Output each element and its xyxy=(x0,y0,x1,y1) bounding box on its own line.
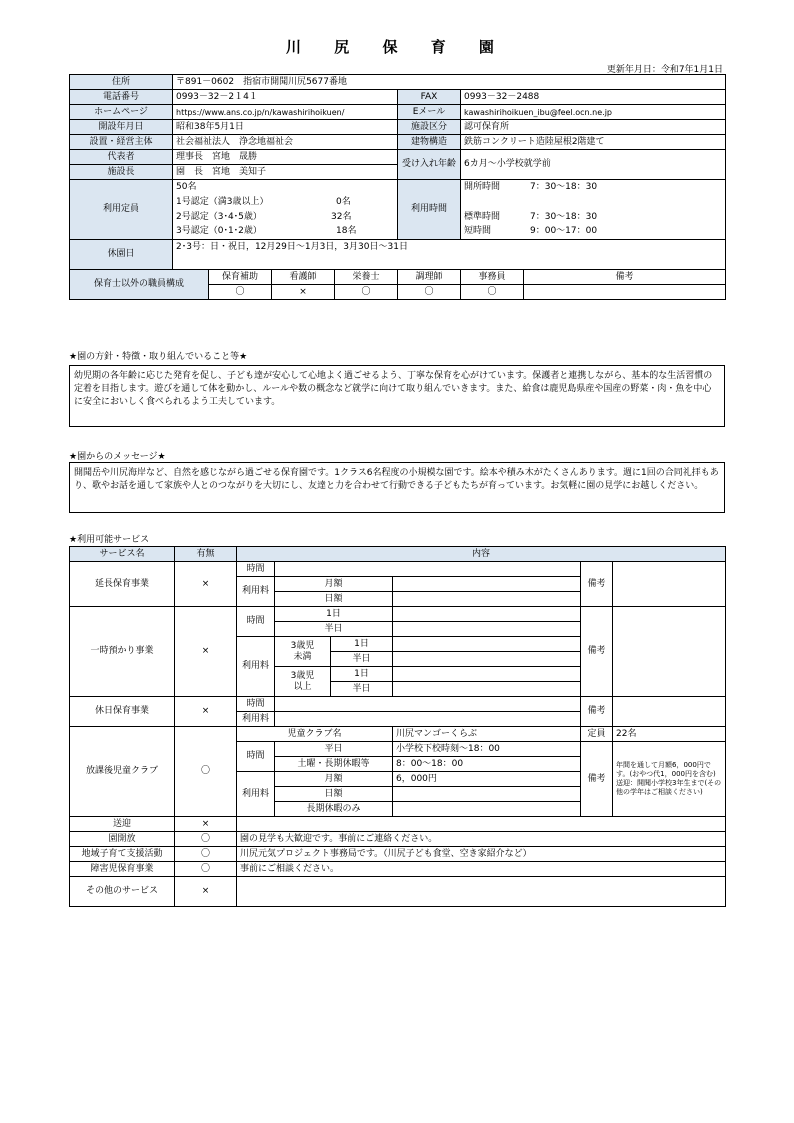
weekday-hours: 小学校下校時刻～18：00 xyxy=(393,742,581,757)
afterschool-note: 年間を通して月額6，000円です。(おやつ代1，000円を含む) 送迎：開聞小学校3年生まで(その他の学年はご相談ください) xyxy=(613,742,726,817)
policy-heading: ★園の方針・特徴・取り組んでいること等★ xyxy=(69,352,248,362)
weekend-label: 土曜・長期休暇等 xyxy=(275,757,393,772)
weekday-label: 平日 xyxy=(275,742,393,757)
service-open-house: 園開放 xyxy=(70,832,175,847)
representative-label: 代表者 xyxy=(70,150,173,165)
monthly-label: 月額 xyxy=(275,577,393,592)
capacity-type1-label: 1号認定（満3歳以上） xyxy=(176,196,269,207)
fax-label: FAX xyxy=(398,90,461,105)
services-table xyxy=(69,546,726,907)
service-transport-avail: × xyxy=(175,817,237,832)
service-disability: 障害児保育事業 xyxy=(70,862,175,877)
daily-label: 日額 xyxy=(275,592,393,607)
fax-value: 0993－32－2488 xyxy=(461,90,726,105)
open-hours xyxy=(461,180,726,195)
long-break-label: 長期休暇のみ xyxy=(275,802,393,817)
daily-label: 日額 xyxy=(275,787,393,802)
note-label: 備考 xyxy=(581,697,613,727)
email-label: Eメール xyxy=(398,105,461,120)
capacity-type2 xyxy=(173,210,398,225)
message-heading: ★園からのメッセージ★ xyxy=(69,452,166,462)
service-open-house-avail: 〇 xyxy=(175,832,237,847)
services-header-name: サービス名 xyxy=(70,547,175,562)
owner-label: 設置・経営主体 xyxy=(70,135,173,150)
service-holiday: 休日保育事業 xyxy=(70,697,175,727)
staff-value: 〇 xyxy=(335,285,398,300)
services-heading: ★利用可能サービス xyxy=(69,535,150,545)
opened-label: 開設年月日 xyxy=(70,120,173,135)
staff-value: × xyxy=(272,285,335,300)
fee-label: 利用料 xyxy=(237,772,275,817)
building-label: 建物構造 xyxy=(398,135,461,150)
under3-label: 3歳児 未満 xyxy=(275,637,331,667)
service-disability-content: 事前にご相談ください。 xyxy=(237,862,726,877)
over3-label: 3歳児 以上 xyxy=(275,667,331,697)
service-other-avail: × xyxy=(175,877,237,907)
hours-label: 利用時間 xyxy=(398,180,461,240)
staff-header: 調理師 xyxy=(398,270,461,285)
staff-header: 備考 xyxy=(524,270,726,285)
capacity-label: 利用定員 xyxy=(70,180,173,240)
club-capacity-value: 22名 xyxy=(613,727,726,742)
service-community-content: 川尻元気プロジェクト事務局です。（川尻子ども食堂、空き家紹介など） xyxy=(237,847,726,862)
weekend-hours: 8：00～18：00 xyxy=(393,757,581,772)
staff-value: 〇 xyxy=(209,285,272,300)
capacity-type3-label: 3号認定（0･1･2歳） xyxy=(176,226,262,237)
capacity-type1-value: 0名 xyxy=(336,196,351,207)
monthly-label: 月額 xyxy=(275,772,393,787)
service-afterschool: 放課後児童クラブ xyxy=(70,727,175,817)
note-label: 備考 xyxy=(581,742,613,817)
tel-label: 電話番号 xyxy=(70,90,173,105)
services-header-avail: 有無 xyxy=(175,547,237,562)
club-capacity-label: 定員 xyxy=(581,727,613,742)
closed-days-label: 休園日 xyxy=(70,240,173,270)
short-hours-label: 短時間 xyxy=(464,226,492,237)
tel-value: 0993－32－2１4１ xyxy=(173,90,398,105)
half-day-label: 半日 xyxy=(331,652,393,667)
one-day-label: 1日 xyxy=(275,607,393,622)
note-label: 備考 xyxy=(581,562,613,607)
staff-header: 保育補助 xyxy=(209,270,272,285)
director-value: 園 長 宮地 美知子 xyxy=(173,165,398,180)
standard-hours-label: 標準時間 xyxy=(464,211,501,222)
service-transport: 送迎 xyxy=(70,817,175,832)
page-title: 川 尻 保 育 園 xyxy=(286,38,508,56)
staff-header: 看護師 xyxy=(272,270,335,285)
opened-value: 昭和38年5月1日 xyxy=(173,120,398,135)
capacity-type1 xyxy=(173,195,398,210)
category-label: 施設区分 xyxy=(398,120,461,135)
standard-hours-value: 7：30～18：30 xyxy=(530,211,598,222)
capacity-type2-label: 2号認定（3･4･5歳） xyxy=(176,211,262,222)
building-value: 鉄筋コンクリート造陸屋根2階建て xyxy=(461,135,726,150)
time-label: 時間 xyxy=(237,607,275,637)
director-label: 施設長 xyxy=(70,165,173,180)
capacity-type3-value: 18名 xyxy=(336,226,357,237)
open-hours-value: 7：30～18：30 xyxy=(530,181,598,192)
capacity-total: 50名 xyxy=(173,180,398,195)
category-value: 認可保育所 xyxy=(461,120,726,135)
address-label: 住所 xyxy=(70,75,173,90)
updated-date: 更新年月日：令和7年1月1日 xyxy=(606,65,723,75)
staff-value: 〇 xyxy=(461,285,524,300)
service-other: その他のサービス xyxy=(70,877,175,907)
time-label: 時間 xyxy=(237,562,275,577)
services-header-content: 内容 xyxy=(237,547,726,562)
address-value: 〒891－0602 指宿市開聞川尻5677番地 xyxy=(173,75,726,90)
time-label: 時間 xyxy=(237,742,275,772)
afterschool-monthly-fee: 6，000円 xyxy=(393,772,581,787)
closed-days-value: 2･3号：日・祝日，12月29日～1月3日，3月30日～31日 xyxy=(173,240,726,270)
open-hours-label: 開所時間 xyxy=(464,181,501,192)
club-name-label: 児童クラブ名 xyxy=(237,727,393,742)
capacity-type2-value: 32名 xyxy=(331,211,352,222)
club-name-value: 川尻マンゴーくらぶ xyxy=(393,727,581,742)
age-label: 受け入れ年齢 xyxy=(398,150,461,180)
staff-header: 事務員 xyxy=(461,270,524,285)
short-hours-value: 9：00～17：00 xyxy=(530,226,598,237)
homepage-label: ホームページ xyxy=(70,105,173,120)
representative-value: 理事長 宮地 晟勝 xyxy=(173,150,398,165)
owner-value: 社会福祉法人 浄念地福祉会 xyxy=(173,135,398,150)
half-day-label: 半日 xyxy=(275,622,393,637)
service-community: 地域子育て支援活動 xyxy=(70,847,175,862)
standard-hours xyxy=(461,210,726,225)
service-open-house-content: 園の見学も大歓迎です。事前にご連絡ください。 xyxy=(237,832,726,847)
service-extended-avail: × xyxy=(175,562,237,607)
time-label: 時間 xyxy=(237,697,275,712)
one-day-label: 1日 xyxy=(331,667,393,682)
fee-label: 利用料 xyxy=(237,637,275,697)
note-label: 備考 xyxy=(581,607,613,697)
age-value: 6カ月～小学校就学前 xyxy=(461,150,726,180)
service-disability-avail: 〇 xyxy=(175,862,237,877)
staff-header: 栄養士 xyxy=(335,270,398,285)
service-temporary: 一時預かり事業 xyxy=(70,607,175,697)
service-afterschool-avail: 〇 xyxy=(175,727,237,817)
homepage-link[interactable]: https://www.ans.co.jp/n/kawashirihoikuen/ xyxy=(173,105,398,120)
service-community-avail: 〇 xyxy=(175,847,237,862)
fee-label: 利用料 xyxy=(237,712,275,727)
message-text: 開聞岳や川尻海岸など、自然を感じながら過ごせる保育園です。1クラス6名程度の小規模な園です。絵本や積み木がたくさんあります。週に1回の合同礼拝もあり、歌やお話を通して家族や人とのつながりを大切にし、友達と力を合わせて行動できる子どもたちが育っています。お気軽に園の見学にお越しください。 xyxy=(69,462,725,513)
facility-info-table xyxy=(69,74,726,300)
capacity-type3 xyxy=(173,225,398,240)
service-extended: 延長保育事業 xyxy=(70,562,175,607)
email-link[interactable]: kawashirihoikuen_ibu@feel.ocn.ne.jp xyxy=(461,105,726,120)
fee-label: 利用料 xyxy=(237,577,275,607)
staff-label: 保育士以外の職員構成 xyxy=(70,270,209,300)
short-hours xyxy=(461,225,726,240)
service-temporary-avail: × xyxy=(175,607,237,697)
policy-text: 幼児期の各年齢に応じた発育を促し、子ども達が安心して心地よく過ごせるよう、丁寧な保育を心がけています。保護者と連携しながら、基本的な生活習慣の定着を目指します。遊びを通して体を動かし、ルールや数の概念など就学に向けて取り組んでいきます。また、給食は鹿児島県産や国産の野菜・肉・魚を中心に安全においしく食べられるよう工夫しています。 xyxy=(69,365,725,427)
half-day-label: 半日 xyxy=(331,682,393,697)
staff-value xyxy=(524,285,726,300)
one-day-label: 1日 xyxy=(331,637,393,652)
staff-value: 〇 xyxy=(398,285,461,300)
service-holiday-avail: × xyxy=(175,697,237,727)
